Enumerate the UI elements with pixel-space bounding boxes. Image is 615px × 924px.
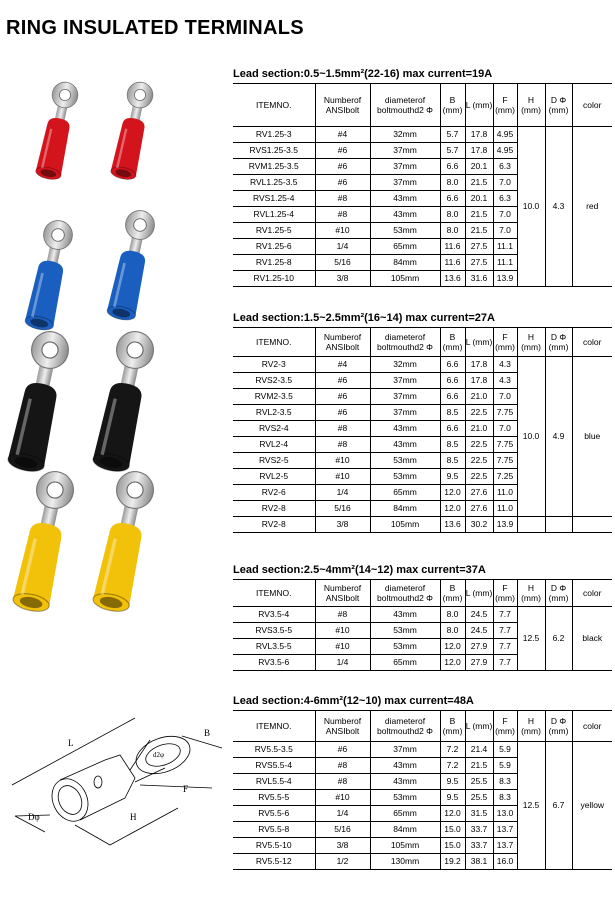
cell: 130mm (370, 854, 440, 870)
cell: 8.0 (440, 175, 465, 191)
cell: 37mm (370, 175, 440, 191)
cell: 6.6 (440, 373, 465, 389)
column-header: L (mm) (465, 328, 493, 357)
cell: RV2-8 (233, 501, 315, 517)
color-value: blue (572, 357, 612, 517)
cell: 8.0 (440, 607, 465, 623)
cell: 17.8 (465, 357, 493, 373)
cell: RVL5.5-4 (233, 774, 315, 790)
cell: 4.95 (493, 127, 517, 143)
cell: RVL2-5 (233, 469, 315, 485)
cell: 24.5 (465, 607, 493, 623)
empty-cell (572, 517, 612, 533)
d-value: 4.3 (545, 127, 572, 287)
terminal-photo-yellow (91, 468, 156, 614)
cell: 20.1 (465, 159, 493, 175)
cell: RVL2-3.5 (233, 405, 315, 421)
cell: #8 (315, 758, 370, 774)
spec-table (233, 83, 612, 287)
cell: 84mm (370, 255, 440, 271)
cell: 6.6 (440, 159, 465, 175)
column-header: F (mm) (493, 84, 517, 127)
column-header: B (mm) (440, 328, 465, 357)
label-L: L (68, 738, 74, 748)
cell: 7.7 (493, 639, 517, 655)
cell: 31.5 (465, 806, 493, 822)
cell: 43mm (370, 191, 440, 207)
cell: 16.0 (493, 854, 517, 870)
cell: 6.3 (493, 191, 517, 207)
cell: RV5.5-3.5 (233, 742, 315, 758)
cell: 6.6 (440, 389, 465, 405)
column-header: L (mm) (465, 84, 493, 127)
cell: RV1.25-8 (233, 255, 315, 271)
terminal-photo-black (6, 328, 71, 474)
column-header: color (572, 580, 612, 607)
cell: RVS1.25-3.5 (233, 143, 315, 159)
cell: 37mm (370, 373, 440, 389)
cell: 22.5 (465, 405, 493, 421)
cell: RVM1.25-3.5 (233, 159, 315, 175)
column-header: color (572, 711, 612, 742)
cell: 53mm (370, 639, 440, 655)
cell: 1/4 (315, 239, 370, 255)
column-header: diameterof boltmouthd2 Φ (370, 328, 440, 357)
cell: RVL1.25-3.5 (233, 175, 315, 191)
column-header: B (mm) (440, 711, 465, 742)
cell: RV5.5-5 (233, 790, 315, 806)
cell: 31.6 (465, 271, 493, 287)
label-D: Dφ (28, 812, 40, 822)
empty-cell (517, 517, 545, 533)
column-header: L (mm) (465, 711, 493, 742)
column-header: ITEMNO. (256, 721, 292, 731)
label-B: B (204, 728, 211, 738)
cell: 37mm (370, 159, 440, 175)
cell: 5/16 (315, 822, 370, 838)
cell: RV5.5-8 (233, 822, 315, 838)
cell: 12.0 (440, 501, 465, 517)
cell: 21.0 (465, 389, 493, 405)
h-value: 12.5 (517, 607, 545, 671)
cell: 13.9 (493, 271, 517, 287)
column-header: L (mm) (465, 580, 493, 607)
cell: 53mm (370, 469, 440, 485)
cell: 7.25 (493, 469, 517, 485)
cell: 20.1 (465, 191, 493, 207)
cell: 19.2 (440, 854, 465, 870)
cell: 11.0 (493, 485, 517, 501)
cell: 1/4 (315, 806, 370, 822)
cell: 5.7 (440, 127, 465, 143)
cell: 37mm (370, 389, 440, 405)
cell: RVS5.5-4 (233, 758, 315, 774)
cell: #8 (315, 191, 370, 207)
dimension-diagram (0, 700, 230, 880)
terminal-photo-yellow (11, 468, 76, 614)
column-header: H (mm) (517, 84, 545, 127)
cell: RV2-6 (233, 485, 315, 501)
cell: 7.7 (493, 655, 517, 671)
cell: 7.75 (493, 405, 517, 421)
label-H: H (130, 812, 137, 822)
cell: 7.2 (440, 742, 465, 758)
cell: 6.6 (440, 191, 465, 207)
cell: 27.5 (465, 239, 493, 255)
cell: 105mm (370, 271, 440, 287)
cell: 8.0 (440, 207, 465, 223)
table-header (233, 84, 612, 127)
cell: 12.0 (440, 655, 465, 671)
cell: 13.7 (493, 838, 517, 854)
cell: 5.7 (440, 143, 465, 159)
column-header: F (mm) (493, 328, 517, 357)
cell: 12.0 (440, 806, 465, 822)
label-d2: d2φ (153, 751, 165, 759)
section-title: Lead section:0.5~1.5mm²(22-16) max current=19A (233, 68, 493, 80)
cell: #4 (315, 357, 370, 373)
cell: 65mm (370, 655, 440, 671)
cell: RVS1.25-4 (233, 191, 315, 207)
cell: 105mm (370, 517, 440, 533)
cell: RVL1.25-4 (233, 207, 315, 223)
cell: 33.7 (465, 838, 493, 854)
empty-cell (545, 517, 572, 533)
cell: 1/4 (315, 655, 370, 671)
cell: 4.3 (493, 357, 517, 373)
cell: 8.3 (493, 774, 517, 790)
spec-table (233, 579, 612, 671)
column-header: ITEMNO. (256, 337, 292, 347)
column-header: Numberof ANSIbolt (315, 84, 370, 127)
cell: 4.3 (493, 373, 517, 389)
cell: #10 (315, 623, 370, 639)
column-header: D Φ (mm) (545, 580, 572, 607)
cell: RV3.5-6 (233, 655, 315, 671)
cell: 8.0 (440, 223, 465, 239)
h-value: 12.5 (517, 742, 545, 870)
cell: 21.5 (465, 175, 493, 191)
cell: RV3.5-4 (233, 607, 315, 623)
cell: RV5.5-12 (233, 854, 315, 870)
cell: #8 (315, 437, 370, 453)
spec-table (233, 710, 612, 870)
cell: 21.5 (465, 758, 493, 774)
cell: 21.0 (465, 421, 493, 437)
cell: 27.5 (465, 255, 493, 271)
cell: 37mm (370, 143, 440, 159)
cell: 65mm (370, 239, 440, 255)
column-header: color (572, 84, 612, 127)
cell: 4.95 (493, 143, 517, 159)
terminal-photo-blue (24, 218, 75, 332)
column-header: ITEMNO. (256, 100, 292, 110)
cell: 27.6 (465, 485, 493, 501)
cell: 8.3 (493, 790, 517, 806)
cell: 5/16 (315, 501, 370, 517)
cell: 9.5 (440, 774, 465, 790)
column-header: diameterof boltmouthd2 Φ (370, 711, 440, 742)
cell: 37mm (370, 742, 440, 758)
cell: RVS2-5 (233, 453, 315, 469)
column-header: D Φ (mm) (545, 328, 572, 357)
cell: 7.0 (493, 175, 517, 191)
cell: 21.5 (465, 223, 493, 239)
cell: #6 (315, 389, 370, 405)
cell: #10 (315, 453, 370, 469)
terminal-photo-black (91, 328, 156, 474)
cell: RV1.25-6 (233, 239, 315, 255)
cell: #10 (315, 790, 370, 806)
cell: RV2-8 (233, 517, 315, 533)
cell: 6.3 (493, 159, 517, 175)
cell: 25.5 (465, 774, 493, 790)
cell: 17.8 (465, 373, 493, 389)
cell: 7.7 (493, 623, 517, 639)
cell: 32mm (370, 357, 440, 373)
cell: 6.6 (440, 421, 465, 437)
cell: 7.75 (493, 453, 517, 469)
column-header: Numberof ANSIbolt (315, 328, 370, 357)
cell: #8 (315, 207, 370, 223)
cell: 7.0 (493, 421, 517, 437)
cell: RV1.25-3 (233, 127, 315, 143)
cell: RV1.25-5 (233, 223, 315, 239)
cell: 5.9 (493, 758, 517, 774)
lead-section-3 (233, 563, 612, 671)
cell: 13.6 (440, 271, 465, 287)
terminal-photo-red (35, 80, 80, 182)
cell: 5.9 (493, 742, 517, 758)
cell: 43mm (370, 774, 440, 790)
section-title: Lead section:2.5~4mm²(14~12) max current=37A (233, 564, 486, 576)
cell: 53mm (370, 790, 440, 806)
cell: RVL3.5-5 (233, 639, 315, 655)
column-header: F (mm) (493, 711, 517, 742)
cell: 65mm (370, 485, 440, 501)
cell: #6 (315, 742, 370, 758)
cell: 1/2 (315, 854, 370, 870)
column-header: H (mm) (517, 580, 545, 607)
cell: 21.5 (465, 207, 493, 223)
cell: 43mm (370, 607, 440, 623)
section-title: Lead section:4-6mm²(12~10) max current=48A (233, 695, 474, 707)
lead-section-1 (233, 67, 612, 287)
column-header: color (572, 328, 612, 357)
column-header: D Φ (mm) (545, 711, 572, 742)
cell: 37mm (370, 405, 440, 421)
table-row (233, 742, 612, 758)
cell: 43mm (370, 207, 440, 223)
cell: 8.0 (440, 623, 465, 639)
color-value: red (572, 127, 612, 287)
cell: #6 (315, 159, 370, 175)
cell: 105mm (370, 838, 440, 854)
cell: 7.0 (493, 223, 517, 239)
cell: 53mm (370, 453, 440, 469)
cell: #6 (315, 143, 370, 159)
d-value: 6.2 (545, 607, 572, 671)
cell: 11.0 (493, 501, 517, 517)
cell: 27.9 (465, 655, 493, 671)
table-row (233, 607, 612, 623)
cell: #10 (315, 223, 370, 239)
column-header: D Φ (mm) (545, 84, 572, 127)
cell: 24.5 (465, 623, 493, 639)
column-header: Numberof ANSIbolt (315, 580, 370, 607)
cell: 15.0 (440, 838, 465, 854)
cell: 3/8 (315, 838, 370, 854)
cell: 27.9 (465, 639, 493, 655)
table-header (233, 711, 612, 742)
table-header (233, 328, 612, 357)
cell: 22.5 (465, 453, 493, 469)
cell: RV2-3 (233, 357, 315, 373)
cell: 8.5 (440, 437, 465, 453)
cell: #6 (315, 373, 370, 389)
cell: 22.5 (465, 437, 493, 453)
cell: 13.6 (440, 517, 465, 533)
column-header: H (mm) (517, 328, 545, 357)
cell: 8.5 (440, 405, 465, 421)
column-header: H (mm) (517, 711, 545, 742)
cell: 12.0 (440, 639, 465, 655)
cell: RVL2-4 (233, 437, 315, 453)
cell: 17.8 (465, 143, 493, 159)
label-F: F (183, 784, 189, 794)
cell: 7.0 (493, 207, 517, 223)
table-row (233, 517, 612, 533)
column-header: diameterof boltmouthd2 Φ (370, 84, 440, 127)
column-header: B (mm) (440, 580, 465, 607)
cell: 22.5 (465, 469, 493, 485)
cell: 8.5 (440, 453, 465, 469)
column-header: B (mm) (440, 84, 465, 127)
terminal-photo-blue (106, 208, 157, 322)
lead-section-2 (233, 311, 612, 533)
cell: #8 (315, 421, 370, 437)
table-row (233, 357, 612, 373)
terminal-photos (0, 60, 230, 700)
cell: 7.7 (493, 607, 517, 623)
lead-section-4 (233, 694, 612, 870)
cell: #10 (315, 639, 370, 655)
cell: 9.5 (440, 790, 465, 806)
table-header (233, 580, 612, 607)
cell: 6.6 (440, 357, 465, 373)
color-value: yellow (572, 742, 612, 870)
cell: #8 (315, 774, 370, 790)
cell: #10 (315, 469, 370, 485)
cell: #4 (315, 127, 370, 143)
cell: 15.0 (440, 822, 465, 838)
cell: #6 (315, 175, 370, 191)
cell: 13.9 (493, 517, 517, 533)
cell: 21.4 (465, 742, 493, 758)
cell: 84mm (370, 822, 440, 838)
cell: 32mm (370, 127, 440, 143)
color-value: black (572, 607, 612, 671)
cell: 43mm (370, 421, 440, 437)
cell: 53mm (370, 223, 440, 239)
cell: RVS2-3.5 (233, 373, 315, 389)
cell: 27.6 (465, 501, 493, 517)
cell: 38.1 (465, 854, 493, 870)
cell: 5/16 (315, 255, 370, 271)
cell: 12.0 (440, 485, 465, 501)
cell: 17.8 (465, 127, 493, 143)
cell: RV1.25-10 (233, 271, 315, 287)
cell: 11.6 (440, 239, 465, 255)
column-header: F (mm) (493, 580, 517, 607)
cell: #8 (315, 607, 370, 623)
cell: 7.0 (493, 389, 517, 405)
d-value: 6.7 (545, 742, 572, 870)
cell: 7.75 (493, 437, 517, 453)
cell: RVM2-3.5 (233, 389, 315, 405)
cell: 53mm (370, 623, 440, 639)
h-value: 10.0 (517, 357, 545, 517)
cell: 13.7 (493, 822, 517, 838)
cell: 33.7 (465, 822, 493, 838)
column-header: diameterof boltmouthd2 Φ (370, 580, 440, 607)
cell: 11.1 (493, 255, 517, 271)
cell: 84mm (370, 501, 440, 517)
cell: 43mm (370, 758, 440, 774)
cell: RVS3.5-5 (233, 623, 315, 639)
cell: 11.1 (493, 239, 517, 255)
terminal-photo-red (110, 80, 155, 182)
cell: 1/4 (315, 485, 370, 501)
cell: 65mm (370, 806, 440, 822)
cell: 3/8 (315, 517, 370, 533)
cell: RVS2-4 (233, 421, 315, 437)
cell: RV5.5-6 (233, 806, 315, 822)
cell: 25.5 (465, 790, 493, 806)
cell: 3/8 (315, 271, 370, 287)
column-header: Numberof ANSIbolt (315, 711, 370, 742)
cell: 11.6 (440, 255, 465, 271)
section-title: Lead section:1.5~2.5mm²(16~14) max current=27A (233, 312, 495, 324)
table-row (233, 127, 612, 143)
cell: 30.2 (465, 517, 493, 533)
cell: 9.5 (440, 469, 465, 485)
cell: 7.2 (440, 758, 465, 774)
cell: #6 (315, 405, 370, 421)
cell: RV5.5-10 (233, 838, 315, 854)
page-title: RING INSULATED TERMINALS (6, 17, 304, 39)
h-value: 10.0 (517, 127, 545, 287)
cell: 43mm (370, 437, 440, 453)
spec-table (233, 327, 612, 533)
column-header: ITEMNO. (256, 588, 292, 598)
d-value: 4.9 (545, 357, 572, 517)
cell: 13.0 (493, 806, 517, 822)
